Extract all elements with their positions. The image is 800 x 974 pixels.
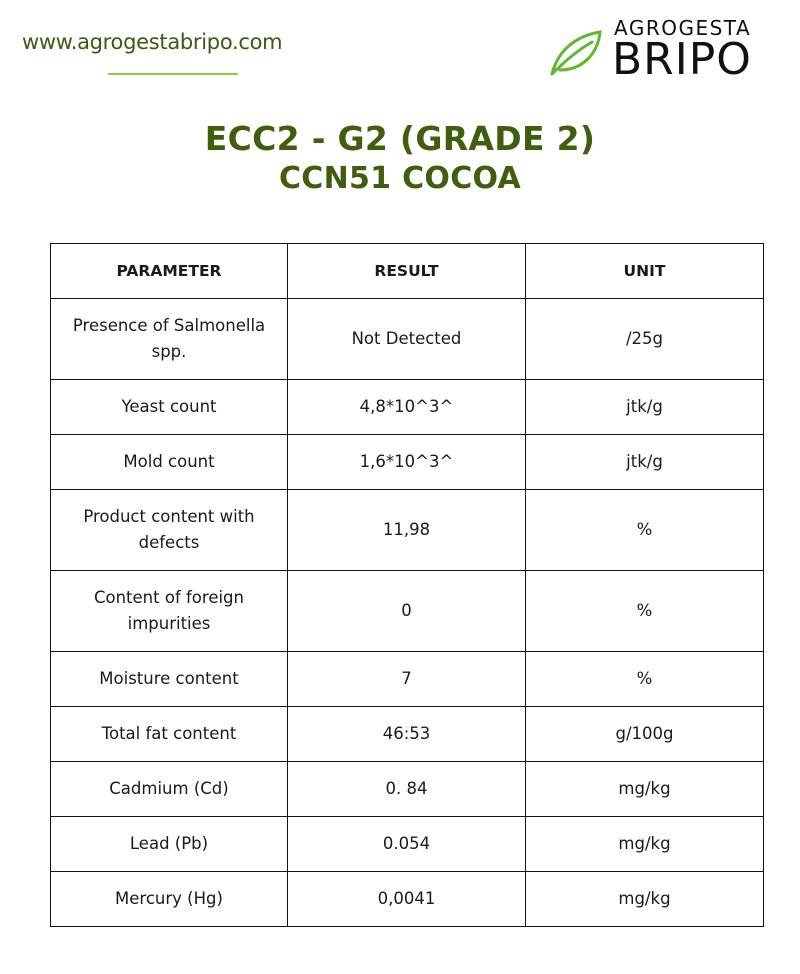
document-title — [0, 118, 800, 198]
header-unit: UNIT — [526, 244, 764, 299]
cell-unit: % — [526, 490, 764, 571]
cell-result: 1,6*10^3^ — [288, 435, 526, 490]
cell-parameter: Total fat content — [51, 707, 288, 762]
table-row — [51, 817, 764, 872]
table-row — [51, 435, 764, 490]
header-result: RESULT — [288, 244, 526, 299]
cell-parameter: Cadmium (Cd) — [51, 762, 288, 817]
cell-parameter: Lead (Pb) — [51, 817, 288, 872]
results-table — [50, 243, 764, 927]
leaf-icon — [548, 24, 604, 80]
cell-unit: jtk/g — [526, 435, 764, 490]
cell-result: 0,0041 — [288, 872, 526, 927]
table-row — [51, 380, 764, 435]
cell-parameter: Mold count — [51, 435, 288, 490]
cell-unit: jtk/g — [526, 380, 764, 435]
table-row — [51, 762, 764, 817]
website-link[interactable]: www.agrogestabripo.com — [22, 30, 283, 54]
cell-result: 7 — [288, 652, 526, 707]
brand-logo — [548, 14, 778, 84]
cell-result: Not Detected — [288, 299, 526, 380]
cell-unit: g/100g — [526, 707, 764, 762]
cell-result: 0.054 — [288, 817, 526, 872]
cell-unit: mg/kg — [526, 872, 764, 927]
cell-result: 4,8*10^3^ — [288, 380, 526, 435]
cell-parameter: Yeast count — [51, 380, 288, 435]
cell-parameter: Product content with defects — [51, 490, 288, 571]
cell-unit: mg/kg — [526, 817, 764, 872]
cell-parameter: Mercury (Hg) — [51, 872, 288, 927]
table-row — [51, 707, 764, 762]
cell-unit: % — [526, 571, 764, 652]
cell-result: 0. 84 — [288, 762, 526, 817]
cell-parameter: Presence of Salmonella spp. — [51, 299, 288, 380]
table-row — [51, 490, 764, 571]
table-row — [51, 571, 764, 652]
cell-parameter: Content of foreign impurities — [51, 571, 288, 652]
title-line-1: ECC2 - G2 (GRADE 2) — [204, 119, 596, 158]
website-underline — [108, 73, 238, 75]
table-row — [51, 652, 764, 707]
title-line-2: CCN51 COCOA — [278, 161, 522, 196]
cell-result: 11,98 — [288, 490, 526, 571]
cell-unit: mg/kg — [526, 762, 764, 817]
cell-parameter: Moisture content — [51, 652, 288, 707]
header-parameter: PARAMETER — [51, 244, 288, 299]
cell-unit: /25g — [526, 299, 764, 380]
cell-unit: % — [526, 652, 764, 707]
cell-result: 46:53 — [288, 707, 526, 762]
table-row — [51, 299, 764, 380]
logo-text-top: AGROGESTA — [614, 16, 752, 40]
table-header-row — [51, 244, 764, 299]
logo-text-bottom: BRIPO — [612, 34, 752, 85]
cell-result: 0 — [288, 571, 526, 652]
table-row — [51, 872, 764, 927]
